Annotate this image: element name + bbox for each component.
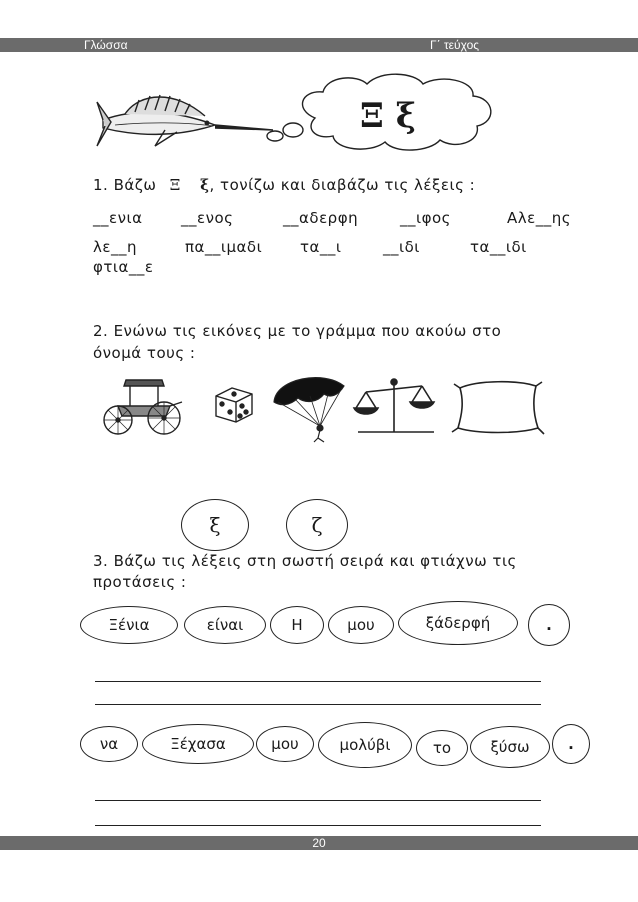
word-oval[interactable]: Ξέχασα <box>142 724 254 764</box>
q2-pictures <box>98 372 548 444</box>
q1-post: , τονίζω και διαβάζω τις λέξεις : <box>209 176 476 194</box>
word-oval[interactable]: είναι <box>184 606 266 644</box>
q1-word: τα__ι <box>300 238 342 256</box>
word-oval[interactable]: Ξένια <box>80 606 178 644</box>
answer-line[interactable] <box>95 681 541 682</box>
q2-instruction-line2: όνομά τους : <box>93 344 196 362</box>
q1-word: __ιδι <box>383 238 420 256</box>
word-oval[interactable]: το <box>416 730 468 766</box>
word-oval[interactable]: ξύσω <box>470 726 550 768</box>
q1-number: 1. <box>93 176 109 194</box>
swordfish-icon <box>97 95 273 146</box>
q1-word: λε__η <box>93 238 137 256</box>
q1-word: πα__ιμαδι <box>185 238 263 256</box>
q1-word: __αδερφη <box>283 209 359 227</box>
word-oval[interactable]: να <box>80 726 138 762</box>
answer-line[interactable] <box>95 800 541 801</box>
q1-upper-letter: Ξ <box>169 176 181 194</box>
page-number: 20 <box>312 836 326 850</box>
q3-instruction-line2: προτάσεις : <box>93 573 187 591</box>
q1-word: __ενια <box>93 209 143 227</box>
q1-word: Αλε__ης <box>507 209 572 227</box>
q1-word: __ιφος <box>400 209 451 227</box>
carriage-icon[interactable] <box>104 380 182 434</box>
header-subject: Γλώσσα <box>84 38 128 52</box>
q1-word: φτια__ε <box>93 258 154 276</box>
q1-lower-letter: ξ <box>200 176 210 194</box>
word-oval[interactable]: μου <box>328 606 394 644</box>
header-bar <box>0 38 638 52</box>
word-oval[interactable]: Η <box>270 606 324 644</box>
q1-word: τα__ιδι <box>470 238 527 256</box>
header-volume: Γ΄ τεύχος <box>430 38 480 52</box>
word-oval[interactable]: ξάδερφή <box>398 601 518 645</box>
parachute-icon[interactable] <box>274 378 344 442</box>
cloud-letters: Ξ ξ <box>360 96 416 136</box>
pillow-icon[interactable] <box>452 382 544 434</box>
q1-pre: Βάζω <box>113 176 157 194</box>
q1-instruction <box>93 176 475 194</box>
q2-instruction-line1: 2. Ενώνω τις εικόνες με το γράμμα που ακούω στο <box>93 322 502 340</box>
q1-word: __ενος <box>181 209 234 227</box>
word-oval[interactable]: μου <box>256 726 314 762</box>
swordfish-cloud-illustration <box>95 70 535 165</box>
word-oval[interactable]: μολύβι <box>318 722 412 768</box>
period-oval[interactable]: . <box>528 604 570 646</box>
period-oval[interactable]: . <box>552 724 590 764</box>
q3-instruction-line1: 3. Βάζω τις λέξεις στη σωστή σειρά και φτιάχνω τις <box>93 552 517 570</box>
footer-bar <box>0 836 638 850</box>
answer-line[interactable] <box>95 704 541 705</box>
letter-zeta-oval[interactable]: ζ <box>286 499 348 551</box>
letter-xi-oval[interactable]: ξ <box>181 499 249 551</box>
scales-icon[interactable] <box>354 379 434 432</box>
dice-icon[interactable] <box>216 388 252 422</box>
answer-line[interactable] <box>95 825 541 826</box>
